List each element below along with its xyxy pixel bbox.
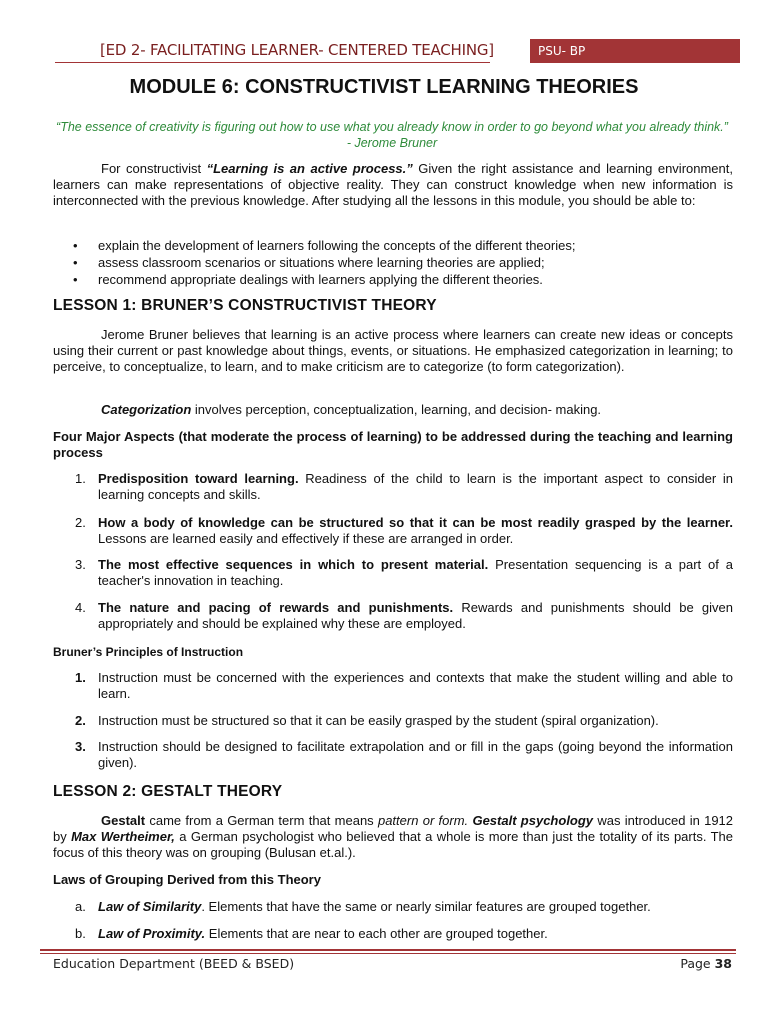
aspects-heading: Four Major Aspects (that moderate the process of learning) to be addressed during the teaching and learning process xyxy=(53,429,733,460)
principles-item-2: 2. Instruction must be structured so that it can be easily grasped by the student (spiral organization). xyxy=(75,713,659,728)
quote-text: “The essence of creativity is figuring out how to use what you already know in order to go beyond what you already think.” - xyxy=(56,120,728,150)
campus-tag: PSU- BP xyxy=(530,39,740,63)
epigraph-quote xyxy=(56,119,728,151)
lesson1-title: LESSON 1: BRUNER’S CONSTRUCTIVIST THEORY xyxy=(53,297,437,314)
laws-heading: Laws of Grouping Derived from this Theory xyxy=(53,872,321,887)
lesson2-title: LESSON 2: GESTALT THEORY xyxy=(53,783,283,800)
page-header xyxy=(40,39,740,63)
page-number: 38 xyxy=(714,956,732,971)
aspects-item-3: 3. The most effective sequences in which to present material. Presentation sequencing is a part of a teacher's innovation in teaching. xyxy=(75,557,733,588)
course-title: [ED 2- FACILITATING LEARNER- CENTERED TEACHING] xyxy=(100,41,494,59)
footer-page: Page 38 xyxy=(680,956,732,971)
footer-rule-thick xyxy=(40,949,736,951)
aspects-item-2: 2. How a body of knowledge can be structured so that it can be most readily grasped by the learner. Lessons are learned easily and effectively if these are arranged in order. xyxy=(75,515,733,546)
list-item: • assess classroom scenarios or situations where learning theories are applied; xyxy=(73,255,545,270)
objectives-list xyxy=(53,237,733,288)
quote-author: Jerome Bruner xyxy=(354,136,438,150)
footer-rule-thin xyxy=(40,953,736,954)
footer-department: Education Department (BEED & BSED) xyxy=(53,956,295,971)
categorization-term: Categorization xyxy=(101,402,192,417)
categorization-paragraph: Categorization involves perception, conceptualization, learning, and decision- making. xyxy=(101,402,602,417)
aspects-item-1: 1. Predisposition toward learning. Readiness of the child to learn is the important aspect to consider in learning concepts and skills. xyxy=(75,471,734,502)
aspects-item-4: 4. The nature and pacing of rewards and punishments. Rewards and punishments should be given appropriately and should be explained why these are employed. xyxy=(75,600,733,631)
principles-item-1: 1. Instruction must be concerned with the experiences and contexts that make the student willing and able to learn. xyxy=(75,670,733,701)
list-item: • recommend appropriate dealings with learners applying the different theories. xyxy=(73,272,543,287)
header-divider xyxy=(55,62,490,63)
module-title: MODULE 6: CONSTRUCTIVIST LEARNING THEORIES xyxy=(129,76,639,98)
list-item: • explain the development of learners following the concepts of the different theories; xyxy=(73,238,576,253)
intro-emphasis: “Learning is an active process.” xyxy=(206,161,413,176)
intro-prefix: For constructivist xyxy=(101,161,207,176)
law-item-proximity: b. Law of Proximity. Elements that are near to each other are grouped together. xyxy=(75,926,548,941)
law-item-similarity: a. Law of Similarity. Elements that have the same or nearly similar features are grouped together. xyxy=(75,899,651,914)
lesson1-paragraph: Jerome Bruner believes that learning is an active process where learners can create new ideas or concepts using their current or past knowledge about things, events, or situations. He emphasized categorization in learning; to perceive, to conceptualize, to learn, and to make criticism are to categorize (to form categorization). xyxy=(53,327,733,374)
gestalt-paragraph: Gestalt came from a German term that means pattern or form. Gestalt psychology was introduced in 1912 by Max Wertheimer, a German psychologist who believed that a whole is more than just the totality of its parts. The focus of this theory was on grouping (Bulusan et.al.). xyxy=(53,813,734,860)
principles-heading: Bruner’s Principles of Instruction xyxy=(53,645,244,659)
principles-item-3: 3. Instruction should be designed to facilitate extrapolation and or fill in the gaps (going beyond the information given). xyxy=(75,739,733,770)
intro-paragraph xyxy=(53,161,733,209)
intro-rest: Given the right assistance and learning environment, learners can make representations of objective reality. They can construct knowledge when new information is interconnected with the previous knowledge. After studying all the lessons in this module, you should be able to: xyxy=(53,161,733,208)
